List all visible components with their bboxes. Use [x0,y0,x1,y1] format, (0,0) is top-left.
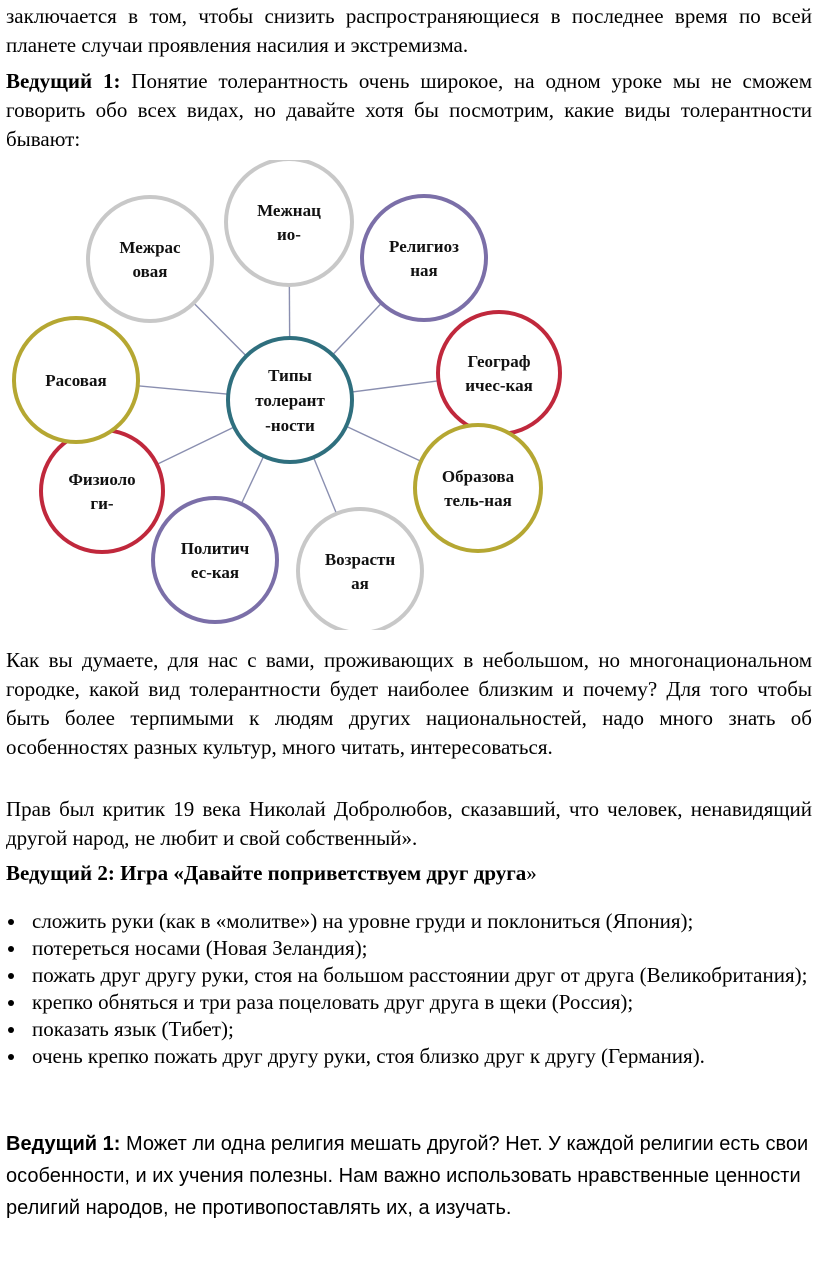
paragraph-intro [6,2,812,60]
node-mezhnats [226,160,352,285]
node-mezhras [88,197,212,321]
list-item-text: сложить руки (как в «молитве») на уровне груди и поклониться (Япония); [32,909,694,933]
connector-line-geograf [351,381,438,392]
connector-line-vozrast [313,457,336,513]
node-label: ес-кая [190,563,240,582]
center-label: Типы [268,366,312,385]
list-item [0,908,812,935]
node-label: Религиоз [389,237,459,256]
node-vozrast [298,509,422,630]
paragraph-quote [6,795,812,853]
node-label: ичес-кая [465,376,533,395]
greeting-list [0,908,812,1070]
node-label: Географ [467,352,531,371]
node-circle [41,430,163,552]
paragraph-lead1-text: Понятие толерантность очень широкое, на одном уроке мы не сможем говорить обо всех видах, но давайте хотя бы посмотрим, какие виды толерантности бывают: [6,69,812,151]
node-label: ги- [90,494,114,513]
node-label: Межнац [257,201,321,220]
node-circle [88,197,212,321]
list-item-text: пожать друг другу руки, стоя на большом расстоянии друг от друга (Великобритания); [32,963,808,987]
node-circle [298,509,422,630]
connector-line-polit [241,456,263,504]
paragraph-quote-text: Прав был критик 19 века Николай Добролюбов, сказавший, что человек, ненавидящий другой народ, не любит и свой собственный». [6,797,812,850]
bullet-icon [8,919,14,925]
list-item [0,935,812,962]
paragraph-lead1 [6,67,812,154]
list-item-text: показать язык (Тибет); [32,1017,234,1041]
node-label: Образова [441,467,515,486]
tolerance-types-diagram [0,160,816,630]
node-circle [415,425,541,551]
connector-line-rasov [138,386,229,394]
node-circle [226,160,352,285]
list-item [0,962,812,989]
connector-line-fiziol [157,427,234,464]
paragraph-question [6,646,812,762]
node-label: Возрастн [324,550,396,569]
speaker-label: Ведущий 1: [6,1133,121,1155]
bullet-icon [8,946,14,952]
game-title-tail: » [526,861,537,885]
list-item-text: потереться носами (Новая Зеландия); [32,936,368,960]
list-item-text: очень крепко пожать друг другу руки, стоя близко друг к другу (Германия). [32,1044,705,1068]
node-circle [153,498,277,622]
node-polit [153,498,277,622]
paragraph-intro-text: заключается в том, чтобы снизить распространяющиеся в последнее время по всей планете случаи проявления насилия и экстремизма. [6,4,812,57]
bullet-icon [8,1027,14,1033]
paragraph-religion-text: Может ли одна религия мешать другой? Нет. У каждой религии есть свои особенности, и их учения полезны. Нам важно использовать нравственные ценности религий народов, не противопоставлять их, а изучать. [6,1133,809,1219]
connector-line-religioz [333,303,382,355]
bullet-icon [8,1000,14,1006]
node-label: Расовая [45,371,107,390]
node-label: овая [132,262,168,281]
bullet-icon [8,973,14,979]
node-rasov [14,318,138,442]
node-religioz [362,196,486,320]
list-item [0,1016,812,1043]
list-item [0,989,812,1016]
paragraph-question-text: Как вы думаете, для нас с вами, проживающих в небольшом, но многонациональном городке, какой вид толерантности будет наиболее близким и почему? Для того чтобы быть более терпимыми к людям других национальностей, надо много знать об особенностях разных культур, много читать, интересоваться. [6,648,812,759]
connector-line-obrazov [346,426,421,461]
node-label: ная [410,261,438,280]
speaker-label: Ведущий 1: [6,69,121,93]
center-label: -ности [265,416,315,435]
center-label: толерант [255,391,325,410]
node-fiziol [41,430,163,552]
diagram-center-node [228,338,352,462]
game-title: Игра «Давайте поприветствуем друг друга [114,861,527,885]
list-item [0,1043,812,1070]
node-label: ио- [277,225,301,244]
node-label: Межрас [119,238,181,257]
list-item-text: крепко обняться и три раза поцеловать друг друга в щеки (Россия); [32,990,634,1014]
bullet-icon [8,1054,14,1060]
connector-line-mezhras [194,303,247,356]
paragraph-lead1-religion [6,1128,812,1224]
node-label: Физиоло [68,470,136,489]
node-geograf [438,312,560,434]
node-label: ая [351,574,369,593]
node-label: тель-ная [444,491,512,510]
node-circle [438,312,560,434]
node-circle [362,196,486,320]
speaker-label: Ведущий 2: [6,861,115,885]
node-label: Политич [180,539,250,558]
node-obrazov [415,425,541,551]
paragraph-lead2 [6,859,812,888]
